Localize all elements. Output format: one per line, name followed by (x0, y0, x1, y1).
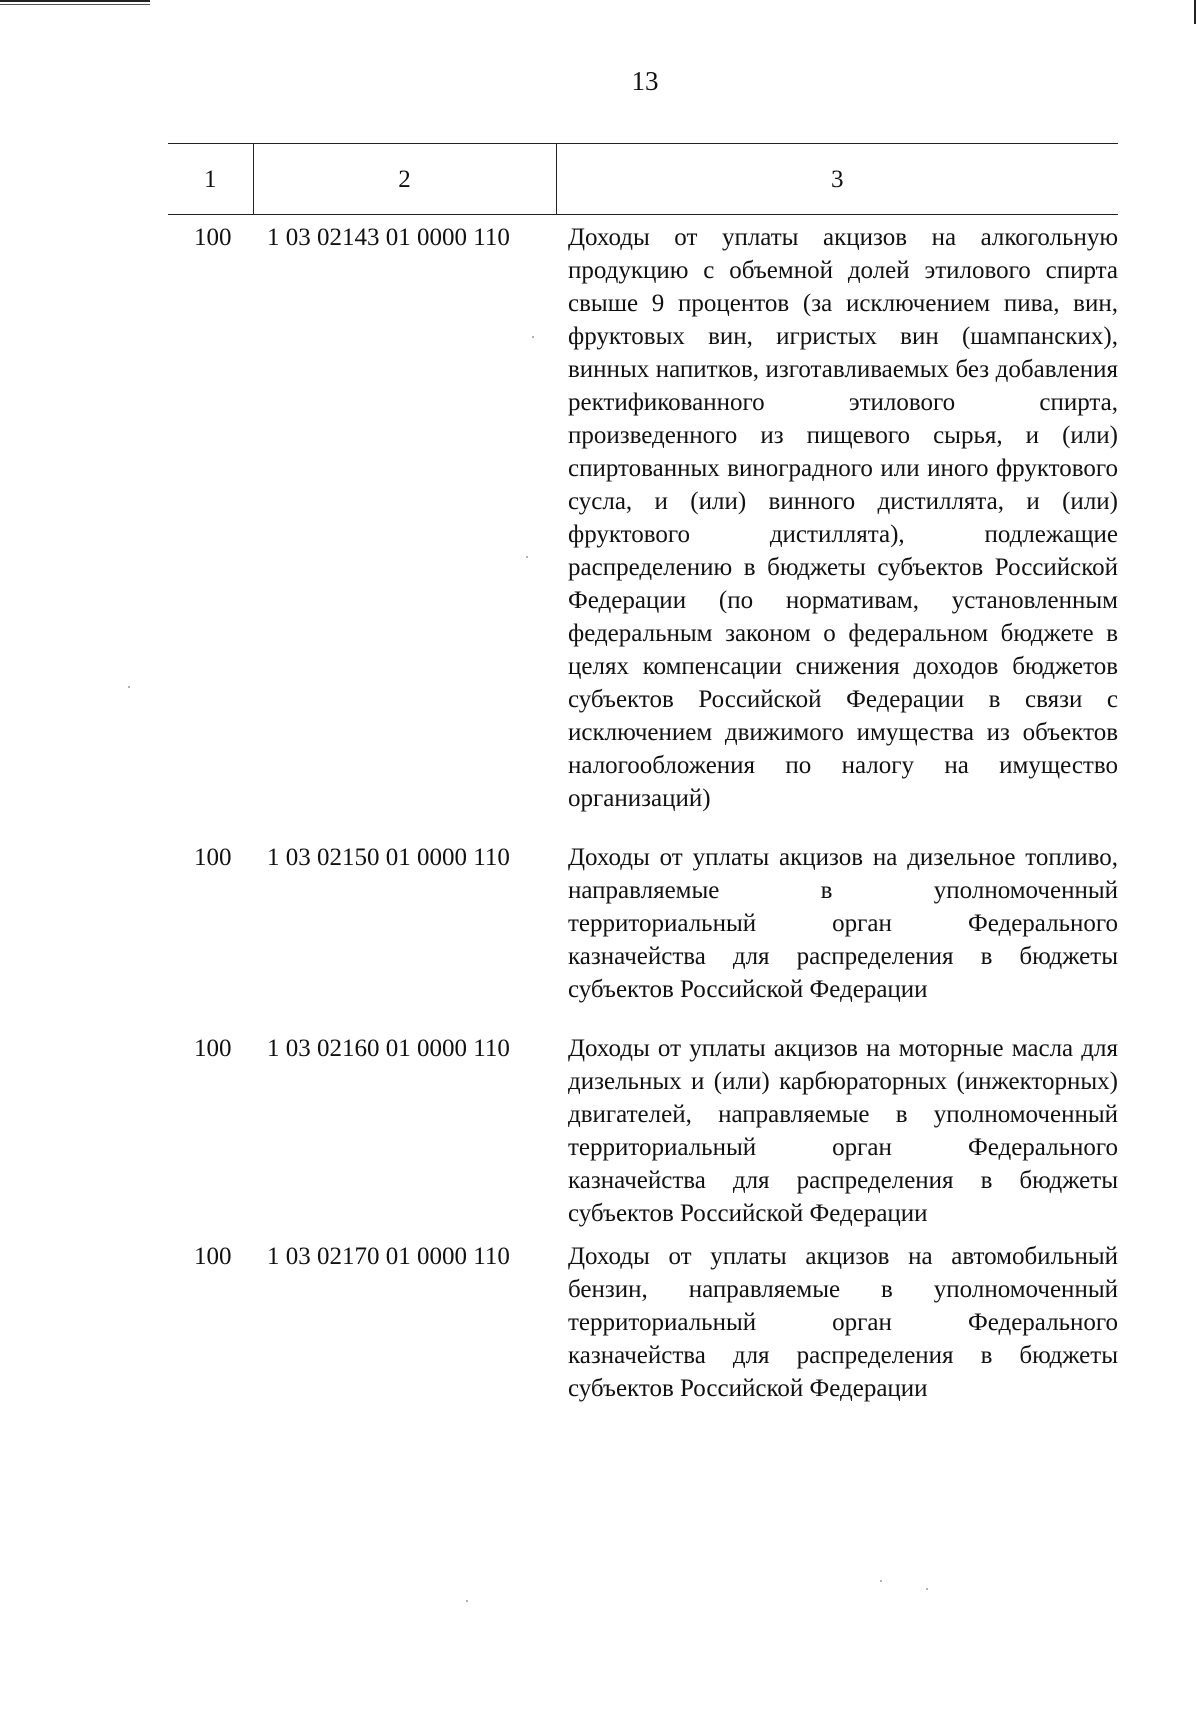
page-number: 13 (631, 66, 659, 96)
table-header (168, 144, 1118, 215)
admin-code-cell: 100 (194, 224, 232, 251)
kbk-code-cell: 1 03 02150 01 0000 110 (267, 844, 510, 871)
column-header-3: 3 (556, 144, 1118, 215)
admin-code-cell: 100 (194, 1243, 232, 1270)
description-cell: Доходы от уплаты акцизов на дизельное топливо, направляемые в уполномоченный территориальный орган Федерального казначейства для распределения в бюджеты субъектов Российской Федерации (568, 844, 1118, 1003)
table-header-row (168, 144, 1118, 215)
table-row (168, 1032, 1118, 1240)
description-cell: Доходы от уплаты акцизов на алкогольную продукцию с объемной долей этилового спирта свыше 9 процентов (за исключением пива, вин, фруктовых вин, игристых вин (шампанских), винных напитков, изготавливаемых без добавления ректификованного этилового спирта, произведенного из пищевого сырья, и (или) спиртованных виноградного или иного фруктового сусла, и (или) винного дистиллята, и (или) фруктового дистиллята), подлежащие распределению в бюджеты субъектов Российской Федерации (по нормативам, установленным федеральным законом о федеральном бюджете в целях компенсации снижения доходов бюджетов субъектов Российской Федерации в связи с исключением движимого имущества из объектов налогообложения по налогу на имущество организаций) (568, 224, 1118, 812)
table-row (168, 1240, 1118, 1415)
scan-speck (926, 1588, 928, 1590)
kbk-code-cell: 1 03 02160 01 0000 110 (267, 1035, 510, 1062)
scan-edge-mark (0, 4, 150, 5)
description-cell: Доходы от уплаты акцизов на автомобильный бензин, направляемые в уполномоченный территориальный орган Федерального казначейства для распределения в бюджеты субъектов Российской Федерации (568, 1243, 1118, 1402)
revenue-codes-table (168, 143, 1118, 1415)
kbk-code-cell: 1 03 02170 01 0000 110 (267, 1243, 510, 1270)
scan-speck (532, 336, 534, 338)
table-row (168, 215, 1118, 842)
scan-speck (526, 556, 528, 558)
column-header-2: 2 (253, 144, 556, 215)
scan-speck (880, 1580, 882, 1582)
table-row (168, 841, 1118, 1032)
scan-speck (466, 1600, 468, 1602)
table-body (168, 215, 1118, 1416)
admin-code-cell: 100 (194, 844, 232, 871)
description-cell: Доходы от уплаты акцизов на моторные масла для дизельных и (или) карбюраторных (инжекторных) двигателей, направляемые в уполномоченный территориальный орган Федерального казначейства для распределения в бюджеты субъектов Российской Федерации (568, 1035, 1118, 1227)
kbk-code-cell: 1 03 02143 01 0000 110 (267, 224, 510, 251)
admin-code-cell: 100 (194, 1035, 232, 1062)
column-header-1: 1 (168, 144, 253, 215)
scan-speck (128, 686, 130, 688)
scan-edge-mark (1194, 0, 1196, 24)
